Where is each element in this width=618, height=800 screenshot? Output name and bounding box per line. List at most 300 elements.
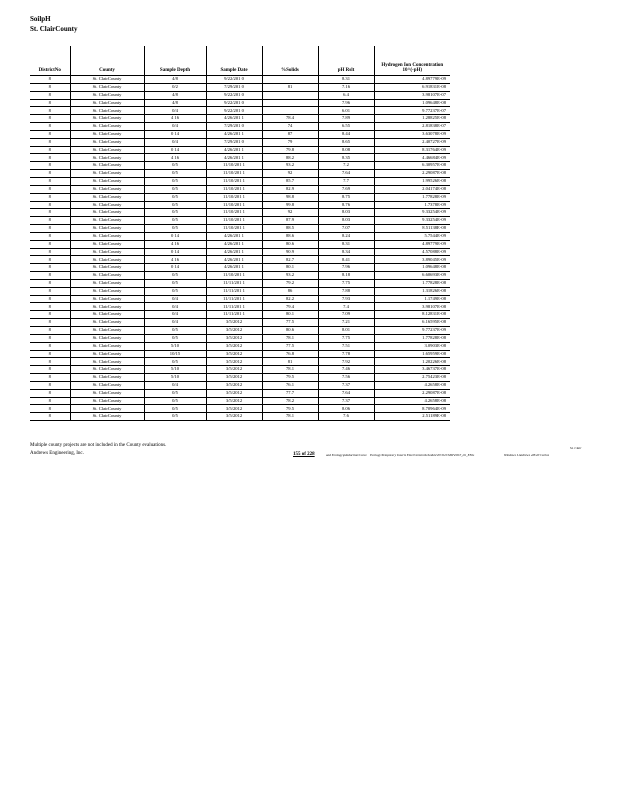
- cell-sample-date: 11/10/201 1: [206, 170, 262, 178]
- cell-sample-date: 11/10/201 1: [206, 201, 262, 209]
- cell-hydrogen-ion: 3.89045E-09: [374, 256, 450, 264]
- cell-district: 8: [30, 162, 70, 170]
- cell-district: 8: [30, 319, 70, 327]
- cell-district: 8: [30, 272, 70, 280]
- cell-sample-depth: 0/4: [144, 138, 206, 146]
- cell-county: St. ClairCounty: [70, 358, 144, 366]
- cell-sample-date: 4/26/201 1: [206, 130, 262, 138]
- cell-hydrogen-ion: 6.30957E-08: [374, 162, 450, 170]
- cell-sample-date: 11/10/201 1: [206, 162, 262, 170]
- soil-ph-table: [30, 46, 450, 421]
- cell-sample-depth: 4/8: [144, 76, 206, 84]
- cell-ph-result: 7.37: [318, 397, 374, 405]
- table-row: [30, 397, 450, 405]
- cell-hydrogen-ion: 5.7544E-09: [374, 232, 450, 240]
- cell-sample-depth: 0/5: [144, 177, 206, 185]
- cell-county: St. ClairCounty: [70, 170, 144, 178]
- cell-ph-result: 8.06: [318, 405, 374, 413]
- cell-ph-result: 7.96: [318, 264, 374, 272]
- cell-sample-date: 4/26/201 1: [206, 256, 262, 264]
- table-row: [30, 146, 450, 154]
- cell-solids: 85.7: [262, 177, 318, 185]
- cell-hydrogen-ion: 4.2658E-08: [374, 397, 450, 405]
- cell-county: St. ClairCounty: [70, 185, 144, 193]
- cell-county: St. ClairCounty: [70, 107, 144, 115]
- cell-county: St. ClairCounty: [70, 209, 144, 217]
- cell-ph-result: 7.7: [318, 177, 374, 185]
- cell-solids: 79.5: [262, 405, 318, 413]
- cell-solids: 86: [262, 287, 318, 295]
- cell-sample-depth: 0 14: [144, 248, 206, 256]
- cell-sample-date: 3/5/2012: [206, 327, 262, 335]
- table-row: [30, 240, 450, 248]
- cell-district: 8: [30, 201, 70, 209]
- table-row: [30, 358, 450, 366]
- table-row: [30, 185, 450, 193]
- cell-solids: 79.5: [262, 374, 318, 382]
- cell-county: St. ClairCounty: [70, 138, 144, 146]
- cell-sample-depth: 0/5: [144, 279, 206, 287]
- cell-solids: 78.1: [262, 334, 318, 342]
- cell-sample-date: 4/26/201 1: [206, 115, 262, 123]
- cell-sample-date: 4/26/201 1: [206, 248, 262, 256]
- cell-sample-depth: 0/5: [144, 358, 206, 366]
- cell-ph-result: 7.56: [318, 374, 374, 382]
- table-row: [30, 342, 450, 350]
- cell-solids: 99.8: [262, 201, 318, 209]
- cell-district: 8: [30, 225, 70, 233]
- cell-sample-date: 3/5/2012: [206, 405, 262, 413]
- cell-sample-depth: 0/5: [144, 327, 206, 335]
- cell-hydrogen-ion: 4.2658E-08: [374, 381, 450, 389]
- cell-hydrogen-ion: 1.99526E-08: [374, 177, 450, 185]
- cell-county: St. ClairCounty: [70, 389, 144, 397]
- report-title: SoilpH: [30, 15, 51, 23]
- cell-sample-depth: 0/4: [144, 303, 206, 311]
- cell-sample-depth: 5/10: [144, 366, 206, 374]
- cell-sample-depth: 0/4: [144, 295, 206, 303]
- cell-solids: 77.5: [262, 319, 318, 327]
- cell-ph-result: 8.41: [318, 256, 374, 264]
- cell-district: 8: [30, 342, 70, 350]
- cell-sample-date: 3/5/2012: [206, 397, 262, 405]
- cell-solids: 92: [262, 170, 318, 178]
- cell-ph-result: 7.93: [318, 295, 374, 303]
- cell-ph-result: 8.03: [318, 217, 374, 225]
- cell-hydrogen-ion: 1.20226E-08: [374, 358, 450, 366]
- cell-county: St. ClairCounty: [70, 272, 144, 280]
- cell-solids: 88.2: [262, 154, 318, 162]
- cell-solids: 87.9: [262, 217, 318, 225]
- cell-sample-date: 3/5/2012: [206, 389, 262, 397]
- cell-district: 8: [30, 76, 70, 84]
- cell-sample-date: 3/5/2012: [206, 381, 262, 389]
- cell-district: 8: [30, 217, 70, 225]
- cell-solids: 88.5: [262, 225, 318, 233]
- cell-county: St. ClairCounty: [70, 162, 144, 170]
- cell-sample-date: 3/5/2012: [206, 334, 262, 342]
- table-row: [30, 327, 450, 335]
- cell-sample-depth: 0/5: [144, 287, 206, 295]
- cell-sample-depth: 0/4: [144, 381, 206, 389]
- cell-sample-date: 11/10/201 1: [206, 272, 262, 280]
- cell-district: 8: [30, 303, 70, 311]
- col-header-sample-date: Sample Date: [206, 46, 262, 76]
- cell-ph-result: 7.75: [318, 334, 374, 342]
- cell-solids: 81: [262, 83, 318, 91]
- cell-solids: 78.1: [262, 413, 318, 421]
- cell-district: 8: [30, 334, 70, 342]
- cell-hydrogen-ion: 2.51189E-08: [374, 413, 450, 421]
- cell-ph-result: 8.75: [318, 193, 374, 201]
- cell-county: St. ClairCounty: [70, 123, 144, 131]
- cell-ph-result: 8.76: [318, 201, 374, 209]
- cell-solids: [262, 107, 318, 115]
- cell-ph-result: 8.44: [318, 130, 374, 138]
- cell-county: St. ClairCounty: [70, 334, 144, 342]
- cell-sample-date: 9/22/201 0: [206, 107, 262, 115]
- cell-sample-date: 9/22/201 0: [206, 99, 262, 107]
- cell-sample-depth: 0/2: [144, 83, 206, 91]
- cell-district: 8: [30, 209, 70, 217]
- table-row: [30, 130, 450, 138]
- cell-ph-result: 8.31: [318, 76, 374, 84]
- table-row: [30, 107, 450, 115]
- cell-sample-date: 3/5/2012: [206, 413, 262, 421]
- cell-district: 8: [30, 405, 70, 413]
- cell-county: St. ClairCounty: [70, 248, 144, 256]
- table-row: [30, 413, 450, 421]
- cell-ph-result: 7.37: [318, 381, 374, 389]
- cell-county: St. ClairCounty: [70, 287, 144, 295]
- cell-sample-depth: 0/5: [144, 201, 206, 209]
- cell-sample-date: 7/29/201 0: [206, 83, 262, 91]
- cell-district: 8: [30, 146, 70, 154]
- table-row: [30, 311, 450, 319]
- cell-hydrogen-ion: 2.29087E-08: [374, 170, 450, 178]
- cell-sample-date: 9/22/201 0: [206, 76, 262, 84]
- cell-county: St. ClairCounty: [70, 413, 144, 421]
- col-header-solids: %Solids: [262, 46, 318, 76]
- cell-solids: 78.1: [262, 366, 318, 374]
- cell-district: 8: [30, 99, 70, 107]
- cell-ph-result: 7.78: [318, 350, 374, 358]
- cell-ph-result: 8.08: [318, 146, 374, 154]
- table-row: [30, 201, 450, 209]
- cell-solids: 87: [262, 130, 318, 138]
- cell-sample-date: 11/10/201 1: [206, 217, 262, 225]
- cell-solids: [262, 91, 318, 99]
- cell-district: 8: [30, 311, 70, 319]
- cell-hydrogen-ion: 2.04174E-08: [374, 185, 450, 193]
- cell-sample-depth: 0 14: [144, 130, 206, 138]
- cell-hydrogen-ion: 4.46684E-09: [374, 154, 450, 162]
- table-row: [30, 232, 450, 240]
- cell-sample-depth: 5/10: [144, 374, 206, 382]
- table-row: [30, 279, 450, 287]
- cell-hydrogen-ion: 8.51138E-08: [374, 225, 450, 233]
- cell-solids: 80.6: [262, 240, 318, 248]
- table-header-row: [30, 46, 450, 76]
- cell-county: St. ClairCounty: [70, 342, 144, 350]
- cell-ph-result: 7.6: [318, 413, 374, 421]
- table-row: [30, 389, 450, 397]
- cell-sample-depth: 0/5: [144, 185, 206, 193]
- cell-county: St. ClairCounty: [70, 217, 144, 225]
- cell-sample-date: 11/11/201 1: [206, 311, 262, 319]
- cell-solids: 92: [262, 209, 318, 217]
- cell-sample-depth: 4/8: [144, 91, 206, 99]
- cell-hydrogen-ion: 4.57088E-09: [374, 248, 450, 256]
- table-row: [30, 162, 450, 170]
- cell-sample-date: 4/26/201 1: [206, 154, 262, 162]
- cell-district: 8: [30, 115, 70, 123]
- cell-sample-depth: 0/4: [144, 123, 206, 131]
- table-row: [30, 91, 450, 99]
- cell-district: 8: [30, 248, 70, 256]
- cell-district: 8: [30, 154, 70, 162]
- file-path-4: Windows I Andrews 4/8/20 Carlos: [504, 453, 550, 457]
- cell-hydrogen-ion: 1.77828E-09: [374, 193, 450, 201]
- cell-district: 8: [30, 264, 70, 272]
- cell-district: 8: [30, 177, 70, 185]
- table-row: [30, 170, 450, 178]
- cell-district: 8: [30, 240, 70, 248]
- table-row: [30, 193, 450, 201]
- cell-sample-date: 11/11/201 1: [206, 279, 262, 287]
- table-row: [30, 295, 450, 303]
- table-row: [30, 264, 450, 272]
- cell-sample-depth: 0 14: [144, 264, 206, 272]
- col-header-district: DistrictNo: [30, 46, 70, 76]
- cell-sample-date: 3/5/2012: [206, 358, 262, 366]
- cell-sample-depth: 4 16: [144, 240, 206, 248]
- cell-ph-result: 7.69: [318, 185, 374, 193]
- cell-county: St. ClairCounty: [70, 240, 144, 248]
- cell-hydrogen-ion: 8.12831E-08: [374, 311, 450, 319]
- table-row: [30, 272, 450, 280]
- cell-county: St. ClairCounty: [70, 177, 144, 185]
- cell-hydrogen-ion: 2.75423E-08: [374, 374, 450, 382]
- table-row: [30, 154, 450, 162]
- cell-sample-depth: 0/5: [144, 217, 206, 225]
- cell-sample-depth: 0/4: [144, 107, 206, 115]
- col-header-county: County: [70, 46, 144, 76]
- table-row: [30, 177, 450, 185]
- table-row: [30, 374, 450, 382]
- cell-solids: 82.2: [262, 295, 318, 303]
- cell-sample-depth: 0/5: [144, 397, 206, 405]
- cell-hydrogen-ion: 8.31764E-09: [374, 146, 450, 154]
- cell-solids: 78.2: [262, 397, 318, 405]
- cell-county: St. ClairCounty: [70, 76, 144, 84]
- cell-ph-result: 7.64: [318, 170, 374, 178]
- table-row: [30, 319, 450, 327]
- cell-solids: 93.2: [262, 272, 318, 280]
- cell-sample-depth: 0/5: [144, 272, 206, 280]
- cell-sample-date: 4/26/201 1: [206, 240, 262, 248]
- cell-solids: 80.6: [262, 327, 318, 335]
- cell-sample-date: 11/10/201 1: [206, 193, 262, 201]
- cell-district: 8: [30, 107, 70, 115]
- cell-ph-result: 7.16: [318, 83, 374, 91]
- cell-sample-depth: 4 16: [144, 115, 206, 123]
- cell-sample-date: 4/26/201 1: [206, 264, 262, 272]
- cell-district: 8: [30, 350, 70, 358]
- page-number: 155 of 228: [293, 452, 315, 457]
- file-path-1: and Ecology\pdeduction\Cara\: [326, 453, 367, 457]
- cell-county: St. ClairCounty: [70, 115, 144, 123]
- cell-sample-date: 11/10/201 1: [206, 185, 262, 193]
- cell-county: St. ClairCounty: [70, 311, 144, 319]
- table-body: [30, 76, 450, 421]
- cell-district: 8: [30, 170, 70, 178]
- cell-solids: 76.1: [262, 381, 318, 389]
- cell-sample-date: 11/10/201 1: [206, 177, 262, 185]
- cell-district: 8: [30, 366, 70, 374]
- cell-county: St. ClairCounty: [70, 130, 144, 138]
- cell-county: St. ClairCounty: [70, 91, 144, 99]
- cell-county: St. ClairCounty: [70, 350, 144, 358]
- cell-sample-depth: 0/5: [144, 193, 206, 201]
- cell-county: St. ClairCounty: [70, 99, 144, 107]
- cell-district: 8: [30, 232, 70, 240]
- cell-sample-depth: 0 14: [144, 232, 206, 240]
- cell-county: St. ClairCounty: [70, 193, 144, 201]
- cell-solids: [262, 99, 318, 107]
- cell-solids: 88.6: [262, 232, 318, 240]
- cell-ph-result: 7.89: [318, 115, 374, 123]
- cell-sample-depth: 0/5: [144, 413, 206, 421]
- cell-county: St. ClairCounty: [70, 201, 144, 209]
- cell-ph-result: 8.01: [318, 327, 374, 335]
- cell-hydrogen-ion: 4.89779E-09: [374, 76, 450, 84]
- cell-solids: 77.7: [262, 389, 318, 397]
- cell-county: St. ClairCounty: [70, 374, 144, 382]
- cell-county: St. ClairCounty: [70, 397, 144, 405]
- cell-district: 8: [30, 397, 70, 405]
- table-row: [30, 76, 450, 84]
- cell-ph-result: 8.35: [318, 154, 374, 162]
- cell-sample-depth: 4 16: [144, 154, 206, 162]
- cell-district: 8: [30, 327, 70, 335]
- cell-sample-depth: 0/4: [144, 311, 206, 319]
- cell-sample-depth: 0/5: [144, 162, 206, 170]
- cell-sample-depth: 0/5: [144, 334, 206, 342]
- cell-district: 8: [30, 256, 70, 264]
- cell-ph-result: 7.46: [318, 366, 374, 374]
- table-row: [30, 209, 450, 217]
- cell-solids: 79: [262, 138, 318, 146]
- cell-hydrogen-ion: 8.70964E-09: [374, 405, 450, 413]
- cell-county: St. ClairCounty: [70, 381, 144, 389]
- cell-hydrogen-ion: 2.40727E-09: [374, 138, 450, 146]
- cell-solids: 81: [262, 358, 318, 366]
- cell-county: St. ClairCounty: [70, 366, 144, 374]
- table-row: [30, 217, 450, 225]
- cell-county: St. ClairCounty: [70, 279, 144, 287]
- cell-ph-result: 6.4: [318, 91, 374, 99]
- table-row: [30, 287, 450, 295]
- cell-sample-date: 9/22/201 0: [206, 91, 262, 99]
- cell-hydrogen-ion: 3.98107E-08: [374, 303, 450, 311]
- cell-hydrogen-ion: 9.33254E-09: [374, 209, 450, 217]
- col-header-sample-depth: Sample Depth: [144, 46, 206, 76]
- cell-hydrogen-ion: 1.1749E-08: [374, 295, 450, 303]
- cell-hydrogen-ion: 9.33254E-09: [374, 217, 450, 225]
- cell-sample-date: 11/10/201 1: [206, 225, 262, 233]
- cell-solids: 80.1: [262, 311, 318, 319]
- cell-hydrogen-ion: 1.77828E-08: [374, 334, 450, 342]
- cell-hydrogen-ion: 6.91831E-08: [374, 83, 450, 91]
- cell-ph-result: 7.09: [318, 311, 374, 319]
- cell-ph-result: 6.01: [318, 107, 374, 115]
- cell-hydrogen-ion: 3.63078E-09: [374, 130, 450, 138]
- cell-sample-depth: 0/5: [144, 209, 206, 217]
- footnote-company: Andrews Engineering, Inc.: [30, 451, 84, 456]
- cell-district: 8: [30, 193, 70, 201]
- cell-hydrogen-ion: 3.46737E-08: [374, 366, 450, 374]
- cell-sample-depth: 0/4: [144, 319, 206, 327]
- table-row: [30, 115, 450, 123]
- cell-ph-result: 7.88: [318, 287, 374, 295]
- cell-hydrogen-ion: 1.28825E-08: [374, 115, 450, 123]
- cell-hydrogen-ion: 1.7378E-09: [374, 201, 450, 209]
- cell-hydrogen-ion: 3.0903E-08: [374, 342, 450, 350]
- cell-solids: 77.5: [262, 342, 318, 350]
- cell-sample-depth: 4 16: [144, 256, 206, 264]
- table-row: [30, 334, 450, 342]
- cell-sample-date: 11/10/201 1: [206, 209, 262, 217]
- report-subtitle: St. ClairCounty: [30, 25, 78, 33]
- cell-ph-result: 8.65: [318, 138, 374, 146]
- cell-hydrogen-ion: 2.29087E-08: [374, 389, 450, 397]
- cell-ph-result: 7.75: [318, 279, 374, 287]
- cell-ph-result: 8.24: [318, 232, 374, 240]
- cell-ph-result: 8.34: [318, 248, 374, 256]
- cell-county: St. ClairCounty: [70, 83, 144, 91]
- table-row: [30, 405, 450, 413]
- cell-hydrogen-ion: 3.98107E-07: [374, 91, 450, 99]
- cell-sample-date: 7/29/201 0: [206, 138, 262, 146]
- table-row: [30, 256, 450, 264]
- file-path-3: Inserts ElectCertain\Schedule\NCO2CMW\DOT_eli_ENG: [397, 453, 475, 457]
- cell-ph-result: 8.03: [318, 209, 374, 217]
- cell-solids: 90.9: [262, 248, 318, 256]
- cell-sample-depth: 5/10: [144, 342, 206, 350]
- cell-county: St. ClairCounty: [70, 303, 144, 311]
- cell-sample-date: 11/11/201 1: [206, 295, 262, 303]
- cell-hydrogen-ion: 4.89779E-09: [374, 240, 450, 248]
- cell-solids: 76.8: [262, 350, 318, 358]
- table-row: [30, 350, 450, 358]
- cell-district: 8: [30, 381, 70, 389]
- cell-sample-depth: 0 14: [144, 146, 206, 154]
- cell-sample-date: 3/5/2012: [206, 366, 262, 374]
- cell-ph-result: 7.21: [318, 319, 374, 327]
- cell-district: 8: [30, 287, 70, 295]
- table-row: [30, 303, 450, 311]
- cell-sample-date: 3/5/2012: [206, 374, 262, 382]
- cell-sample-date: 7/29/201 0: [206, 123, 262, 131]
- cell-hydrogen-ion: 1.65959E-08: [374, 350, 450, 358]
- table-row: [30, 138, 450, 146]
- cell-solids: 82.7: [262, 256, 318, 264]
- cell-district: 8: [30, 295, 70, 303]
- cell-sample-date: 3/5/2012: [206, 319, 262, 327]
- cell-district: 8: [30, 413, 70, 421]
- cell-sample-date: 3/5/2012: [206, 350, 262, 358]
